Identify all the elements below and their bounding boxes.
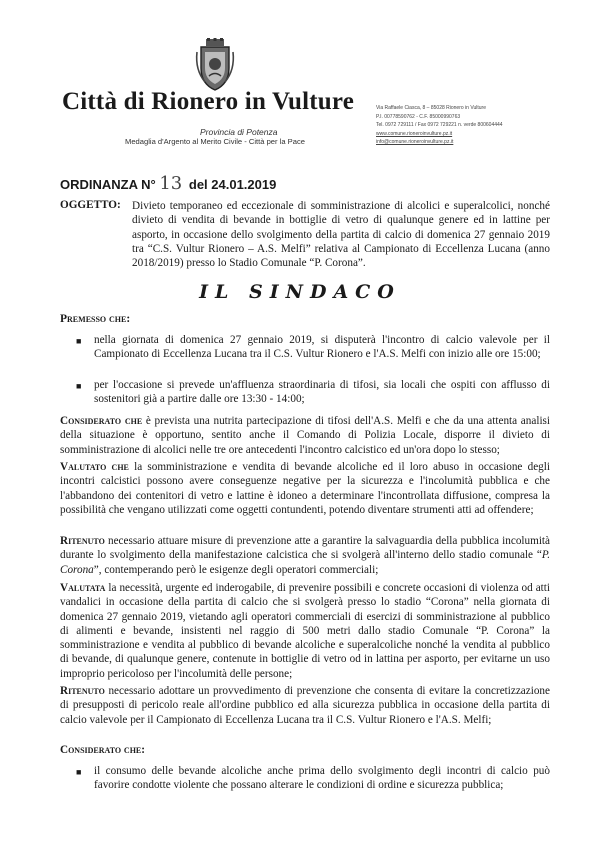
ritenuto-label: Ritenuto	[60, 535, 105, 547]
bullet-icon: ■	[76, 381, 82, 391]
coat-of-arms-icon	[193, 38, 237, 92]
ordinance-prefix: ORDINANZA N°	[60, 177, 156, 192]
city-name: Città di Rionero in Vulture	[62, 88, 355, 115]
premesso-label: Premesso che:	[60, 313, 131, 325]
ritenuto-text-end: ”, contemperando però le esigenze degli operatori commerciali;	[93, 563, 379, 576]
ritenuto2-label: Ritenuto	[60, 685, 105, 697]
considerato-label: Considerato che	[60, 415, 143, 427]
section-title: IL SINDACO	[199, 281, 401, 303]
ordinance-heading	[60, 173, 276, 194]
considerato-text: è prevista una nutrita partecipazione di tifosi dell'A.S. Melfi e che da una attenta analisi della situazione è opportuno, sentito anche il Comando di Polizia Locale, disporre il divieto di somministrazione di alcolici nelle tre ore antecedenti l'incontro calcistico ed un'ora dopo lo stesso;	[60, 415, 551, 456]
considerato2-item: il consumo delle bevande alcoliche anche prima dello svolgimento degli incontri di calcio può favorire condotte violente che possano alterare le condizioni di ordine e sicurezza pubblica;	[94, 765, 550, 792]
valutata-label: Valutata	[60, 582, 106, 594]
considerato-paragraph	[60, 414, 550, 457]
premesso-item: nella giornata di domenica 27 gennaio 2019, si disputerà l'incontro di calcio valevole per il Campionato di Eccellenza Lucana tra il C.S. Vultur Rionero e l'A.S. Melfi con inizio alle ore 15:00;	[94, 334, 550, 361]
valutato-label: Valutato che	[60, 461, 129, 473]
ritenuto-text: necessario attuare misure di prevenzione atte a garantire la salvaguardia della pubblica incolumità durante lo svolgimento della manifestazione calcistica che si svolgerà all'interno dello stadio comunale “	[60, 535, 551, 562]
ritenuto2-paragraph	[60, 684, 550, 727]
contact-phone: Tel. 0972 729111 / Fax 0972 729221 n. verde 800604444	[376, 122, 503, 129]
premesso-item: per l'occasione si prevede un'affluenza straordinaria di tifosi, sia locali che ospiti con afflusso di sostenitori già a partire dalle ore 13:30 - 14:00;	[94, 379, 550, 406]
ritenuto2-text: necessario adottare un provvedimento di prevenzione che consenta di evitare la concretizzazione di presupposti di pericolo reale all'ordine pubblico ed alla sicurezza pubblica in occasione della partita di calcio valevole per il Campionato di Eccellenza Lucana tra il C.S. Vultur Rionero e l'A.S. Melfi;	[60, 685, 550, 726]
contact-address: Via Raffaele Ciasca, 8 – 85028 Rionero in Vulture	[376, 105, 486, 111]
valutata-text: la necessità, urgente ed inderogabile, di prevenire possibili e concrete occasioni di violenza od atti vandalici in occasione della partita di calcio che si svolgerà presso lo stadio “Corona” nella giornata di domenica 27 gennaio 2019, vietando agli operatori commerciali di esercizi di somministrazione al pubblico di alimenti e bevande, insistenti nel raggio di 500 metri dallo stadio Comunale “P. Corona” la somministrazione e vendita al pubblico di bevande alcoliche e superalcoliche nonché la vendita al pubblico di bevande, di qualunque genere, contenute in bottiglie di vetro od in lattina per asporto, per evitarne un uso improprio pericoloso per l'incolumità delle persone;	[60, 582, 550, 680]
province-label: Provincia di Potenza	[200, 127, 278, 137]
medal-label: Medaglia d'Argento al Merito Civile - Città per la Pace	[125, 137, 305, 146]
valutata-paragraph	[60, 581, 550, 681]
contact-block	[376, 104, 503, 147]
valutato-text: la somministrazione e vendita di bevande alcoliche ed il loro abuso in occasione degli incontri calcistici possono avere conseguenze negative per la sicurezza e l'incolumità pubblica e che l'abbandono dei contenitori di vetro e lattine è idoneo a determinare l'incontrollata diffusione, compresa la possibilità che vengano utilizzati come oggetti contundenti, potendo diventare strumenti atti ad offendere;	[60, 461, 550, 516]
subject-label: OGGETTO:	[60, 199, 121, 211]
subject-text: Divieto temporaneo ed eccezionale di somministrazione di alcolici e superalcolici, nonché divieto di vendita di bevande in bottiglie di vetro di qualunque genere ed in lattine per asporto, in occasione dello svolgimento della partita di calcio di domenica 27 gennaio 2019 tra “C.S. Vultur Rionero – A.S. Melfi” relativa al Campionato di Eccellenza Lucana (anno 2018/2019) presso lo Stadio Comunale “P. Corona”.	[132, 200, 550, 270]
valutato-paragraph	[60, 460, 550, 517]
considerato2-label: Considerato che:	[60, 744, 145, 756]
contact-tax-ids: P.I. 00778590762 - C.F. 85000990763	[376, 113, 461, 120]
bullet-icon: ■	[76, 767, 82, 777]
bullet-icon: ■	[76, 336, 82, 346]
considerato2-label-row	[60, 743, 550, 757]
contact-website-link[interactable]: www.comune.rioneroinvulture.pz.it	[376, 130, 453, 137]
ordinance-number: 13	[159, 173, 183, 194]
stadium-name: P. Corona	[60, 549, 550, 576]
ordinance-date: del 24.01.2019	[188, 177, 277, 192]
contact-email-link[interactable]: info@comune.rioneroinvulture.pz.it	[376, 139, 454, 146]
ritenuto-paragraph	[60, 534, 550, 577]
